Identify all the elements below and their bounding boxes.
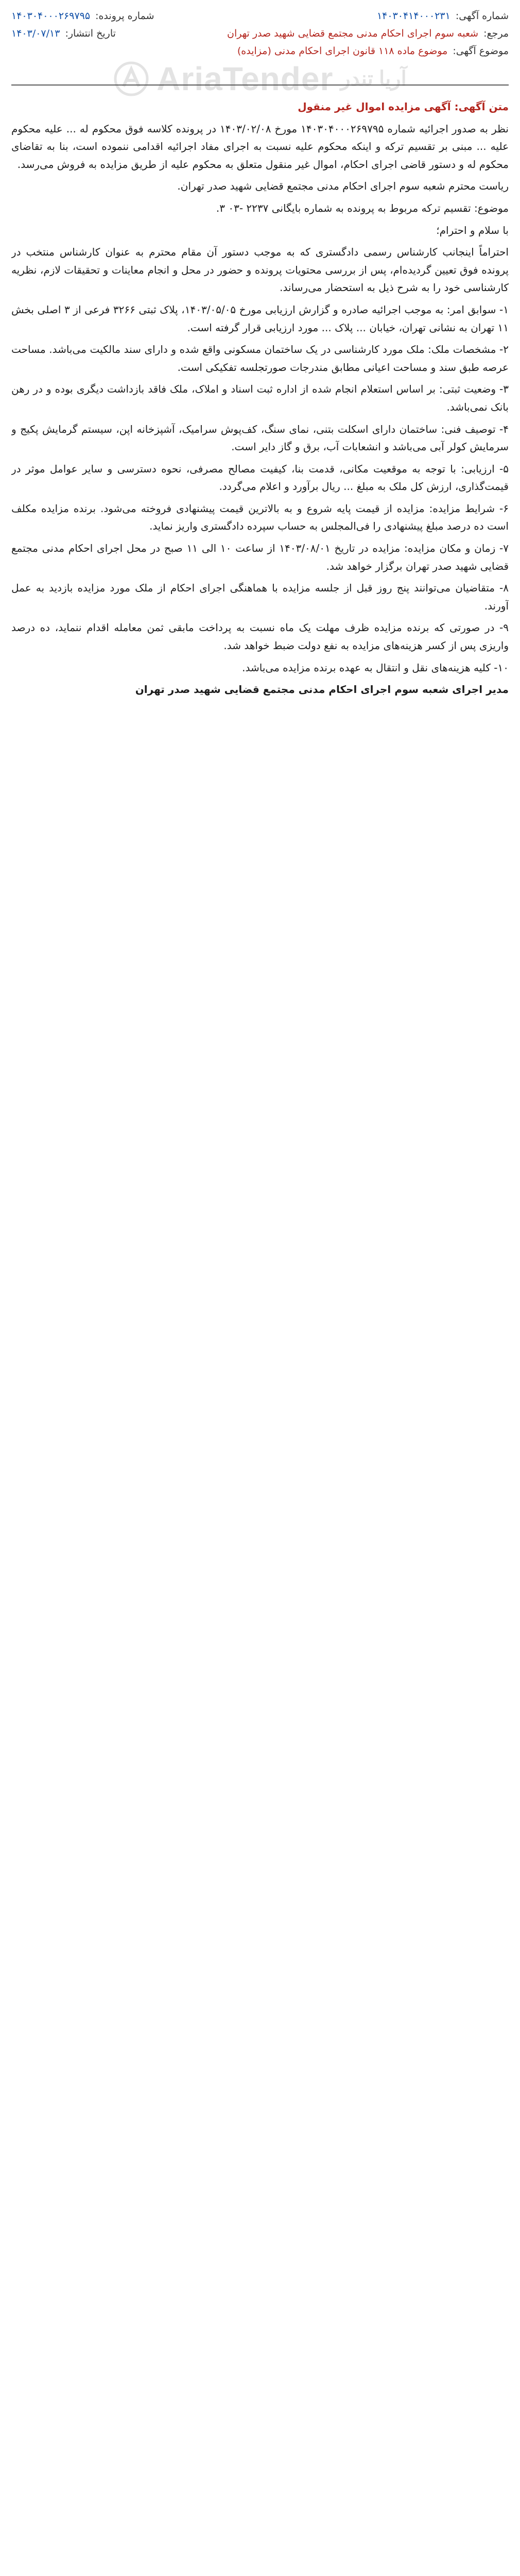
watermark-subtext: آریا تندر	[340, 67, 407, 90]
court-label: مرجع:	[483, 28, 509, 39]
body-paragraph: ۳- وضعیت ثبتی: بر اساس استعلام انجام شده از اداره ثبت اسناد و املاک، ملک فاقد بازداشت دیگری بوده و در رهن بانک نمی‌باشد.	[11, 383, 509, 413]
notice-subject	[237, 42, 509, 60]
subject-label: موضوع آگهی:	[453, 45, 509, 57]
body-paragraph: ۵- ارزیابی: با توجه به موقعیت مکانی، قدمت بنا، کیفیت مصالح مصرفی، نحوه دسترسی و سایر عوامل موثر در قیمت‌گذاری، ارزش کل ملک به مبلغ ... ریال برآورد و اعلام می‌گردد.	[11, 462, 509, 493]
notice-number-label: شماره آگهی:	[455, 10, 509, 22]
body-paragraph: ۶- شرایط مزایده: مزایده از قیمت پایه شروع و به بالاترین قیمت پیشنهادی فروخته می‌شود. برنده مزایده مکلف است ده درصد مبلغ پیشنهادی را فی‌المجلس به حساب سپرده دادگستری واریز نماید.	[11, 502, 509, 533]
body-paragraph: ۴- توصیف فنی: ساختمان دارای اسکلت بتنی، نمای سنگ، کف‌پوش سرامیک، آشپزخانه اپن، سیستم گرمایش پکیج و سرمایش کولر آبی می‌باشد و انشعابات آب، برق و گاز دایر است.	[11, 422, 509, 453]
header-row-1	[11, 7, 509, 25]
subject-value: موضوع ماده ۱۱۸ قانون اجرای احکام مدنی (مزایده)	[237, 45, 448, 57]
body-paragraph: موضوع: تقسیم ترکه مربوط به پرونده به شماره بایگانی ۲۲۳۷ -۰۳ ۳.	[216, 201, 509, 214]
body-title: متن آگهی: آگهی مزایده اموال غیر منقول	[298, 100, 509, 113]
issuing-court	[227, 25, 509, 42]
body-paragraph: ۹- در صورتی که برنده مزایده ظرف مهلت یک ماه نسبت به پرداخت مابقی ثمن معامله اقدام ننماید، ده درصد واریزی پس از کسر هزینه‌های مزایده به نفع دولت ضبط خواهد شد.	[11, 621, 509, 652]
body-paragraph: با سلام و احترام؛	[436, 224, 509, 236]
body-paragraph: احتراماً اینجانب کارشناس رسمی دادگستری که به موجب دستور آن مقام محترم به عنوان کارشناس منتخب در پرونده فوق تعیین گردیده‌ام، پس از بررسی محتویات پرونده و حضور در محل و انجام معاینات و تحقیقات لازم، نظریه کارشناسی خود را به شرح ذیل به استحضار می‌رساند.	[11, 246, 509, 294]
notice-header	[11, 7, 509, 86]
watermark-text: AriaTender	[157, 60, 334, 97]
notice-number-value: ۱۴۰۳۰۴۱۴۰۰۰۲۳۱	[376, 10, 450, 22]
body-paragraph: ۱- سوابق امر: به موجب اجرائیه صادره و گزارش ارزیابی مورخ ۱۴۰۳/۰۵/۰۵، پلاک ثبتی ۳۲۶۶ فرعی از ۳ اصلی بخش ۱۱ تهران به نشانی تهران، خیابان ... پلاک ... مورد ارزیابی قرار گرفته است.	[11, 303, 509, 334]
body-paragraph: ۱۰- کلیه هزینه‌های نقل و انتقال به عهده برنده مزایده می‌باشد.	[242, 661, 509, 674]
body-paragraph: ۲- مشخصات ملک: ملک مورد کارشناسی در یک ساختمان مسکونی واقع شده و دارای سند مالکیت می‌باشد. مساحت عرصه طبق سند و مساحت اعیانی مطابق مندرجات صورتجلسه تفکیکی است.	[11, 343, 509, 374]
publish-date-label: تاریخ انتشار:	[65, 28, 116, 39]
case-number	[11, 7, 154, 25]
body-paragraph: ۷- زمان و مکان مزایده: مزایده در تاریخ ۱۴۰۳/۰۸/۰۱ از ساعت ۱۰ الی ۱۱ صبح در محل اجرای احکام مدنی مجتمع قضایی شهید صدر تهران برگزار خواهد شد.	[11, 542, 509, 572]
body-paragraph: نظر به صدور اجرائیه شماره ۱۴۰۳۰۴۰۰۰۲۶۹۷۹۵ مورخ ۱۴۰۳/۰۲/۰۸ در پرونده کلاسه فوق محکوم له ... علیه محکوم علیه ... مبنی بر تقسیم ترکه و اینکه محکوم علیه نسبت به اجرای مفاد اجرائیه اقدامی ننموده است، بنا به تقاضای محکوم له و دستور قاضی اجرای احکام، اموال غیر منقول متعلق به محکوم علیه از طریق مزایده به فروش می‌رسد.	[11, 122, 509, 171]
body-paragraph: ریاست محترم شعبه سوم اجرای احکام مدنی مجتمع قضایی شهید صدر تهران.	[177, 180, 509, 193]
body-paragraph: ۸- متقاضیان می‌توانند پنج روز قبل از جلسه مزایده با هماهنگی اجرای احکام از ملک مورد مزایده بازدید به عمل آورند.	[11, 582, 509, 612]
court-value: شعبه سوم اجرای احکام مدنی مجتمع قضایی شهید صدر تهران	[227, 28, 479, 39]
header-row-2	[11, 25, 509, 42]
header-row-3	[11, 42, 509, 60]
case-number-label: شماره پرونده:	[95, 10, 154, 22]
publish-date	[11, 25, 116, 42]
notice-number	[377, 7, 509, 25]
case-number-value: ۱۴۰۳۰۴۰۰۰۲۶۹۷۹۵	[11, 10, 91, 22]
closing-signature: مدیر اجرای شعبه سوم اجرای احکام مدنی مجتمع قضایی شهید صدر تهران	[135, 683, 509, 696]
notice-body	[11, 98, 509, 2576]
publish-date-value: ۱۴۰۳/۰۷/۱۳	[11, 28, 60, 39]
